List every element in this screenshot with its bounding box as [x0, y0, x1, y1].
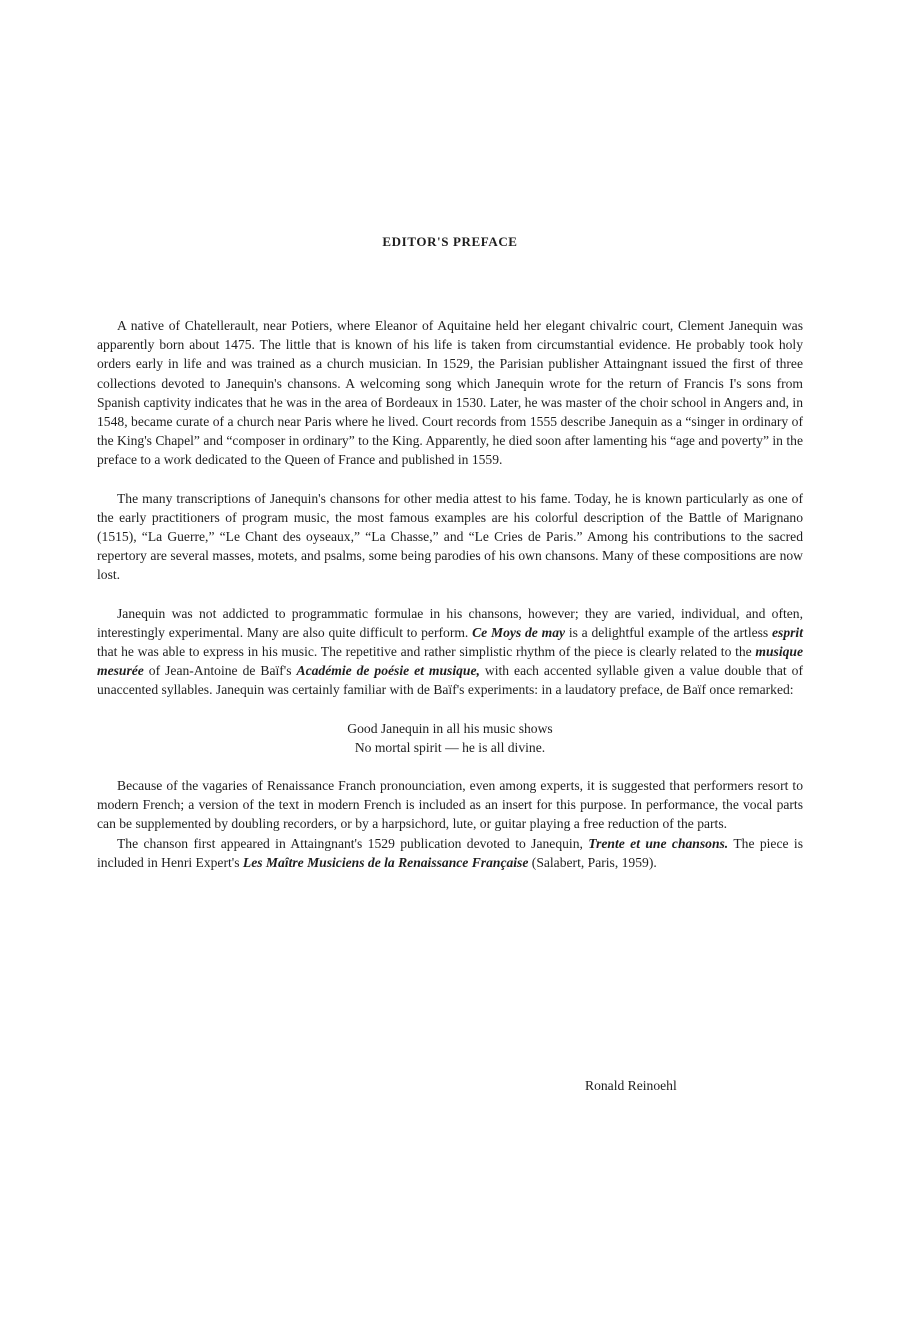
italic-term: esprit	[772, 624, 803, 640]
text-run: that he was able to express in his music. The repetitive and rather simplistic rhythm of the piece is clearly related to the	[97, 644, 756, 660]
verse-line-2: No mortal spirit — he is all divine.	[354, 739, 546, 755]
paragraph-publication	[97, 834, 803, 872]
italic-title: Les Maître Musiciens de la Renaissance Française	[242, 854, 529, 870]
preface-body	[97, 316, 803, 872]
text-run: The piece is included in Henri Expert's	[97, 835, 803, 870]
text-run: (Salabert, Paris, 1959).	[528, 854, 657, 870]
text-run: Janequin was not addicted to programmatic formulae in his chansons, however; they are varied, individual, and often, interestingly experimental. Many are also quite difficult to perform.	[97, 605, 803, 640]
italic-title: Ce Moys de may	[472, 624, 566, 640]
italic-title: Trente et une chansons.	[588, 835, 729, 851]
paragraph-performance: Because of the vagaries of Renaissance Franch pronounciation, even among experts, it is suggested that performers resort to modern French; a version of the text in modern French is included as an insert for this purpose. In performance, the vocal parts can be supplemented by doubling recorders, or by a harpsichord, lute, or guitar playing a free reduction of the parts.	[97, 778, 803, 832]
italic-term: musique mesurée	[97, 644, 803, 679]
text-run: of Jean-Antoine de Baïf's	[143, 663, 297, 679]
page-title: EDITOR'S PREFACE	[382, 234, 518, 249]
paragraph-style	[97, 604, 803, 700]
signature: Ronald Reinoehl	[585, 1078, 677, 1093]
paragraph-biography: A native of Chatellerault, near Potiers, where Eleanor of Aquitaine held her elegant chivalric court, Clement Janequin was apparently born about 1475. The little that is known of his life is taken from circumstantial evidence. He probably took holy orders early in life and was trained as a church musician. In 1529, the Parisian publisher Attaingnant issued the first of three collections devoted to Janequin's chansons. A welcoming song which Janequin wrote for the return of Francis I's sons from Spanish captivity indicates that he was in the area of Bordeaux in 1530. Later, he was master of the choir school in Angers and, in 1548, became curate of a church near Paris where he lived. Court records from 1555 describe Janequin as a “singer in ordinary of the King's Chapel” and “composer in ordinary” to the King. Apparently, he died soon after lamenting his “age and poverty” in the preface to a work dedicated to the Queen of France and published in 1559.	[97, 318, 803, 468]
text-run: is a delightful example of the artless	[565, 624, 773, 640]
italic-title: Académie de poésie et musique,	[296, 663, 480, 679]
text-run: with each accented syllable given a value double that of unaccented syllables. Janequin was certainly familiar with de Baïf's experiments: in a laudatory preface, de Baïf once remarked:	[97, 663, 803, 698]
paragraph-fame: The many transcriptions of Janequin's chansons for other media attest to his fame. Today, he is known particularly as one of the early practitioners of program music, the most famous examples are his colorful description of the Battle of Marignano (1515), “La Guerre,” “Le Chant des oyseaux,” “La Chasse,” and “Le Cries de Paris.” Among his contributions to the sacred repertory are several masses, motets, and psalms, some being parodies of his own chansons. Many of these compositions are now lost.	[97, 490, 803, 583]
quoted-verse	[97, 719, 803, 757]
verse-line-1: Good Janequin in all his music shows	[347, 720, 553, 736]
text-run: The chanson first appeared in Attaingnant's 1529 publication devoted to Janequin,	[117, 835, 589, 851]
